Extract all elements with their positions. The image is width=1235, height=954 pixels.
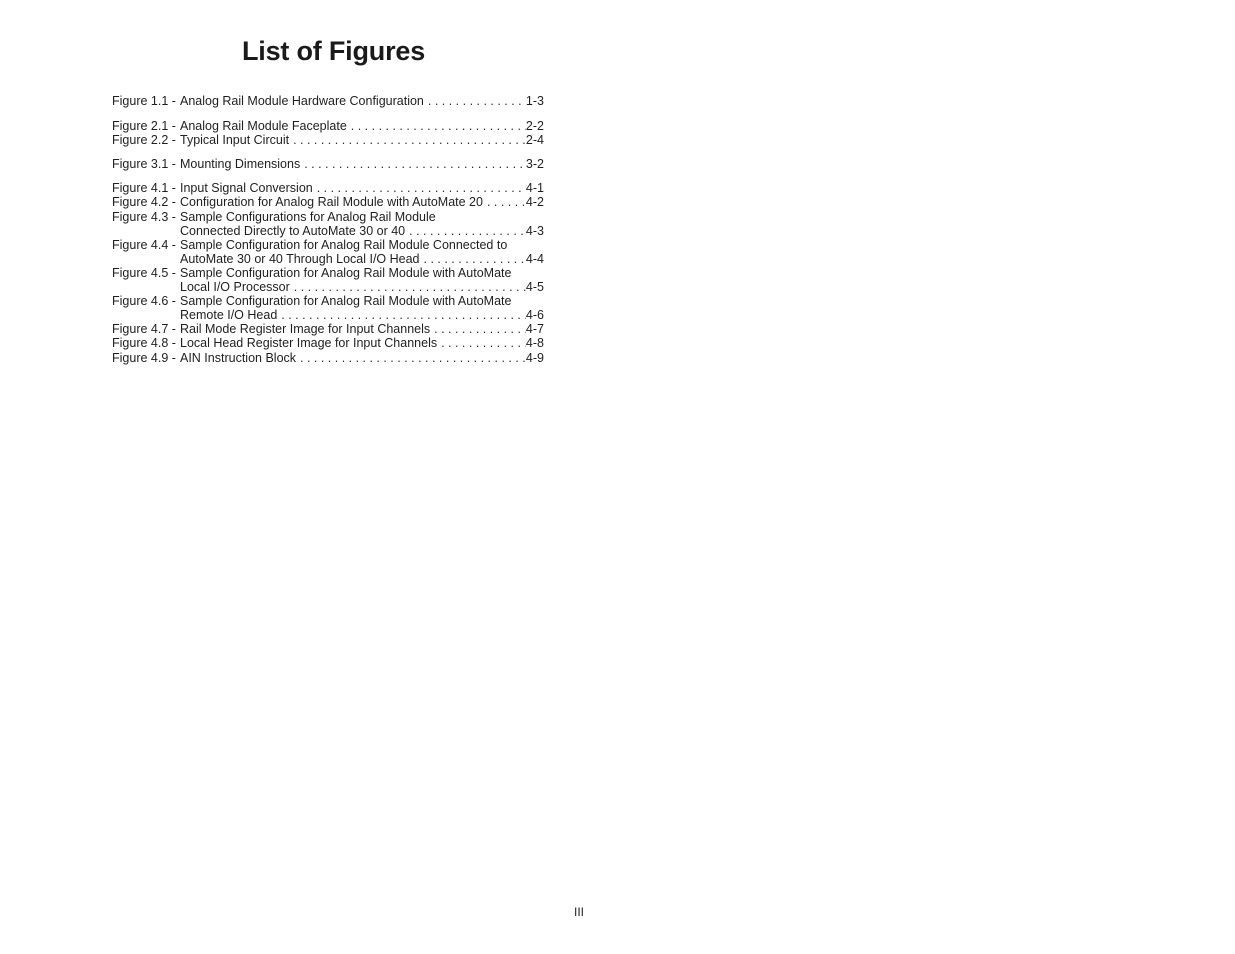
figure-title: Analog Rail Module Hardware Configuration bbox=[180, 94, 424, 108]
figure-title: Rail Mode Register Image for Input Channels bbox=[180, 322, 431, 337]
figure-entry[interactable] bbox=[112, 238, 544, 266]
figure-title: Sample Configuration for Analog Rail Module with AutoMate bbox=[180, 294, 512, 309]
figure-page: 4-2 bbox=[525, 195, 544, 210]
figure-title: AIN Instruction Block bbox=[180, 350, 297, 365]
figure-title-continued: Remote I/O Head bbox=[180, 308, 278, 323]
figure-page: 1-3 bbox=[525, 94, 544, 108]
figure-page: 2-4 bbox=[525, 133, 544, 148]
figure-page: 4-5 bbox=[525, 280, 544, 295]
figure-number: Figure 4.9 - bbox=[112, 350, 176, 365]
figure-title: Local Head Register Image for Input Channels bbox=[180, 336, 438, 351]
figure-entry[interactable] bbox=[112, 157, 544, 171]
figure-page: 4-8 bbox=[525, 336, 544, 351]
figure-page: 2-2 bbox=[525, 119, 544, 134]
figure-title-continued: AutoMate 30 or 40 Through Local I/O Head bbox=[180, 251, 420, 266]
figure-entry[interactable] bbox=[112, 210, 544, 238]
figure-entry[interactable] bbox=[112, 195, 544, 209]
page-title: List of Figures bbox=[242, 36, 426, 66]
figure-number: Figure 4.4 - bbox=[112, 237, 176, 252]
figure-number: Figure 4.7 - bbox=[112, 322, 176, 337]
figure-page: 4-9 bbox=[525, 350, 544, 365]
figure-group-chapter-1 bbox=[112, 94, 544, 108]
figure-title: Typical Input Circuit bbox=[180, 133, 290, 148]
figure-entry[interactable] bbox=[112, 294, 544, 322]
figure-group-chapter-3 bbox=[112, 157, 544, 171]
figure-title: Sample Configurations for Analog Rail Module bbox=[180, 209, 436, 224]
figure-page: 4-3 bbox=[525, 223, 544, 238]
figure-page: 4-4 bbox=[525, 251, 544, 266]
dot-leader bbox=[277, 308, 526, 322]
figure-page: 4-1 bbox=[525, 181, 544, 196]
figure-number: Figure 1.1 - bbox=[112, 94, 176, 108]
dot-leader bbox=[483, 195, 526, 209]
figure-number: Figure 4.3 - bbox=[112, 209, 176, 224]
figure-number: Figure 4.8 - bbox=[112, 336, 176, 351]
dot-leader bbox=[430, 322, 526, 336]
figure-list bbox=[112, 94, 544, 376]
figure-page: 4-6 bbox=[525, 308, 544, 323]
figure-number: Figure 2.1 - bbox=[112, 119, 176, 134]
dot-leader bbox=[290, 280, 526, 294]
figure-number: Figure 4.1 - bbox=[112, 181, 176, 196]
figure-group-chapter-4 bbox=[112, 181, 544, 364]
figure-entry[interactable] bbox=[112, 266, 544, 294]
dot-leader bbox=[347, 119, 526, 133]
figure-entry[interactable] bbox=[112, 351, 544, 365]
figure-entry[interactable] bbox=[112, 181, 544, 195]
figure-title: Input Signal Conversion bbox=[180, 181, 313, 196]
dot-leader bbox=[313, 181, 526, 195]
figure-number: Figure 2.2 - bbox=[112, 133, 176, 148]
figure-group-chapter-2 bbox=[112, 119, 544, 147]
dot-leader bbox=[437, 336, 526, 350]
figure-entry[interactable] bbox=[112, 133, 544, 147]
dot-leader bbox=[405, 224, 526, 238]
figure-number: Figure 4.6 - bbox=[112, 294, 176, 309]
figure-entry[interactable] bbox=[112, 322, 544, 336]
dot-leader bbox=[300, 157, 526, 171]
page-number: III bbox=[574, 905, 585, 919]
figure-title: Analog Rail Module Faceplate bbox=[180, 119, 347, 134]
figure-entry[interactable] bbox=[112, 94, 544, 108]
dot-leader bbox=[296, 351, 526, 365]
figure-entry[interactable] bbox=[112, 336, 544, 350]
dot-leader bbox=[424, 94, 526, 108]
figure-page: 3-2 bbox=[525, 157, 544, 172]
dot-leader bbox=[420, 252, 526, 266]
figure-number: Figure 4.2 - bbox=[112, 195, 176, 210]
figure-title: Sample Configuration for Analog Rail Module with AutoMate bbox=[180, 265, 512, 280]
dot-leader bbox=[289, 133, 526, 147]
figure-page: 4-7 bbox=[525, 322, 544, 337]
figure-title: Sample Configuration for Analog Rail Module Connected to bbox=[180, 237, 508, 252]
figure-title: Configuration for Analog Rail Module with AutoMate 20 bbox=[180, 195, 483, 210]
figure-entry[interactable] bbox=[112, 119, 544, 133]
figure-title: Mounting Dimensions bbox=[180, 157, 301, 172]
figure-number: Figure 4.5 - bbox=[112, 265, 176, 280]
figure-title-continued: Connected Directly to AutoMate 30 or 40 bbox=[180, 223, 406, 238]
figure-number: Figure 3.1 - bbox=[112, 157, 176, 172]
figure-title-continued: Local I/O Processor bbox=[180, 280, 290, 295]
